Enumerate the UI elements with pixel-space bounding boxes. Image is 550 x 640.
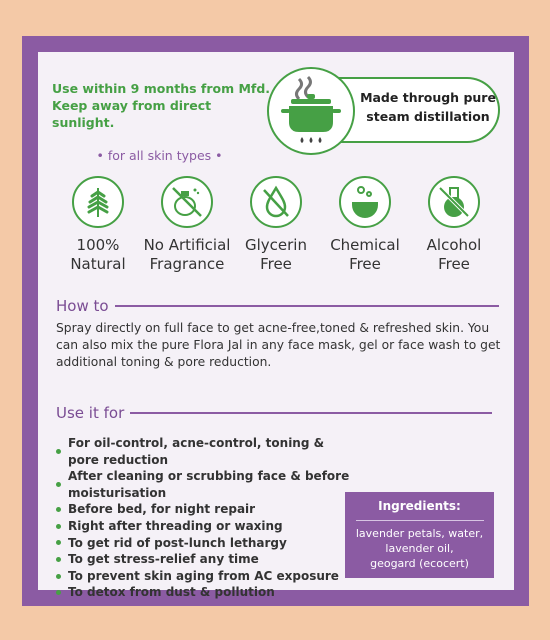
feature-label: 100% Natural xyxy=(70,236,126,273)
ingredients-list: lavender petals, water, lavender oil, geogard (ecocert) xyxy=(355,527,484,570)
bullet-icon xyxy=(56,540,61,545)
shelf-life-text: Use within 9 months from Mfd. xyxy=(52,81,271,96)
ingredients-title: Ingredients: xyxy=(378,499,461,513)
no-flask-icon xyxy=(428,176,480,228)
feature-label: No Artificial Fragrance xyxy=(143,236,231,273)
bullet-icon xyxy=(56,557,61,562)
how-to-text: Spray directly on full face to get acne-free,toned & refreshed skin. You can also mix the pure Flora Jal in any face mask, gel or face wash to get additional toning & pore reduction. xyxy=(56,321,501,369)
feature-icons-row xyxy=(42,176,510,274)
list-item: To get stress-relief any time xyxy=(56,551,356,568)
bullet-icon xyxy=(56,449,61,454)
no-drop-icon xyxy=(250,176,302,228)
list-item: Right after threading or waxing xyxy=(56,518,356,535)
feature-no-fragrance xyxy=(143,176,231,274)
feature-natural xyxy=(54,176,142,274)
feature-alcohol-free xyxy=(410,176,498,274)
feature-chemical-free xyxy=(321,176,409,274)
list-item: After cleaning or scrubbing face & before moisturisation xyxy=(56,468,356,501)
use-it-for-heading xyxy=(56,404,492,422)
list-item: To get rid of post-lunch lethargy xyxy=(56,535,356,552)
skin-types-text: • for all skin types • xyxy=(96,148,223,163)
feature-label: Alcohol Free xyxy=(426,236,482,273)
divider xyxy=(356,520,484,521)
feature-label: Glycerin Free xyxy=(245,236,307,273)
feature-glycerin-free xyxy=(232,176,320,274)
section-title: Use it for xyxy=(56,404,125,422)
usage-info xyxy=(52,80,272,163)
section-title: How to xyxy=(56,297,109,315)
uses-list xyxy=(56,435,356,601)
steam-pot-icon xyxy=(267,67,355,155)
list-item: Before bed, for night repair xyxy=(56,501,356,518)
bullet-icon xyxy=(56,574,61,579)
storage-text: Keep away from direct sunlight. xyxy=(52,98,212,130)
how-to-heading xyxy=(56,297,499,315)
steam-distillation-text: Made through pure steam distillation xyxy=(360,90,496,124)
list-item: For oil-control, acne-control, toning & pore reduction xyxy=(56,435,356,468)
list-item: To detox from dust & pollution xyxy=(56,584,356,601)
ingredients-box xyxy=(345,492,494,578)
bullet-icon xyxy=(56,507,61,512)
divider xyxy=(130,412,492,414)
bullet-icon xyxy=(56,524,61,529)
divider xyxy=(115,305,499,307)
bullet-icon xyxy=(56,590,61,595)
bullet-icon xyxy=(56,482,61,487)
leaf-icon xyxy=(72,176,124,228)
feature-label: Chemical Free xyxy=(330,236,400,273)
no-perfume-icon xyxy=(161,176,213,228)
list-item: To prevent skin aging from AC exposure xyxy=(56,568,356,585)
bubbling-flask-icon xyxy=(339,176,391,228)
